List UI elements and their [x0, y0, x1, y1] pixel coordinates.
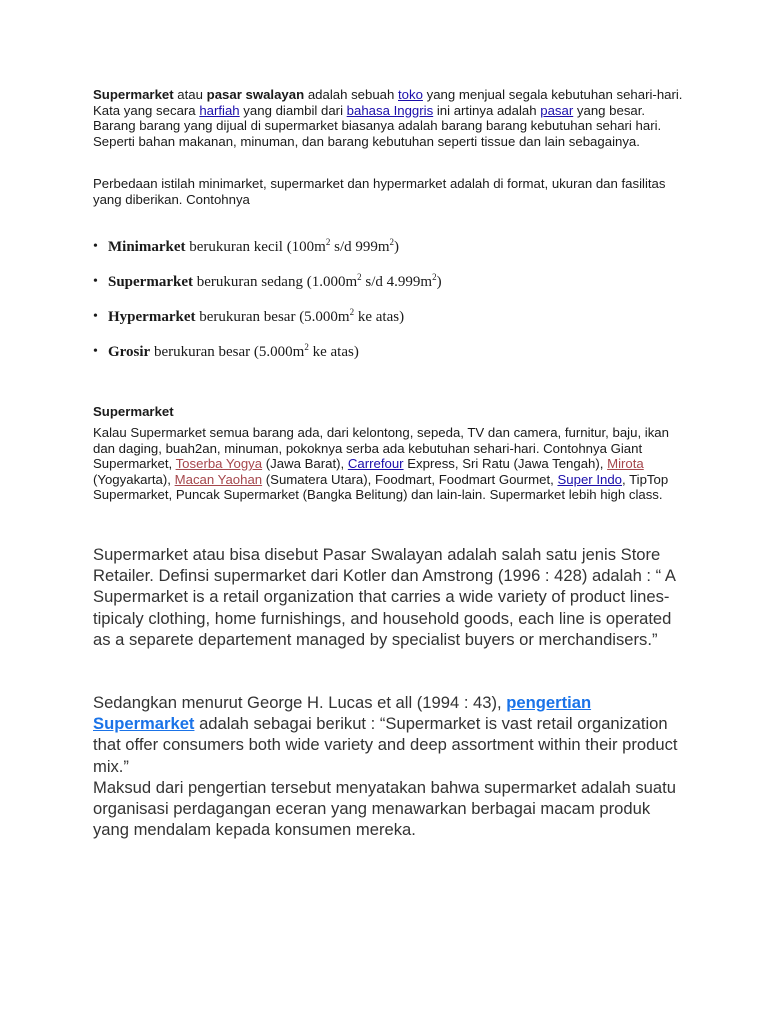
superscript: 2: [304, 342, 309, 352]
superscript: 2: [357, 272, 362, 282]
text: Sedangkan menurut George H. Lucas et all (1994 : 43),: [93, 693, 507, 712]
link-toserba-yogya[interactable]: Toserba Yogya: [175, 456, 263, 472]
bullet-icon: •: [93, 274, 98, 289]
superscript: 2: [349, 307, 355, 317]
text: yang menjual segala kebutuhan sehari-hari. Kata yang secara: [93, 87, 683, 118]
section-heading: Supermarket: [93, 404, 174, 419]
list-item: [93, 272, 653, 307]
item-text: berukuran sedang (1.000m: [193, 274, 358, 290]
link-super-indo[interactable]: Super Indo: [557, 471, 623, 487]
superscript: 2: [432, 272, 437, 282]
text: , TipTop Supermarket, Puncak Supermarket (Bangka Belitung) dan lain-lain. Supermarket lebih high class.: [93, 471, 669, 503]
item-title: Hypermarket: [108, 309, 196, 325]
item-text: berukuran kecil (100m: [185, 239, 326, 255]
kotler-paragraph: [93, 544, 683, 650]
list-item: [93, 307, 653, 342]
link-mirota[interactable]: Mirota: [607, 456, 644, 472]
item-text: ): [394, 239, 400, 255]
text: atau: [173, 87, 207, 102]
item-title: Grosir: [108, 344, 151, 360]
link-pasar[interactable]: pasar: [540, 102, 574, 118]
superscript: 2: [389, 237, 395, 247]
link-toko[interactable]: toko: [398, 87, 423, 102]
text: adalah sebuah: [304, 87, 399, 102]
item-text: s/d 999m: [330, 239, 390, 255]
term-pasar-swalayan: pasar swalayan: [206, 87, 305, 102]
store-size-list: [93, 237, 653, 377]
item-text: ): [436, 274, 442, 290]
term-supermarket: Supermarket: [93, 87, 174, 102]
lucas-paragraph: [93, 692, 683, 840]
item-text: berukuran besar (5.000m: [195, 309, 350, 325]
text: yang diambil dari: [239, 102, 347, 118]
link-harfiah[interactable]: harfiah: [199, 102, 240, 118]
text: (Sumatera Utara), Foodmart, Foodmart Gourmet,: [262, 471, 558, 487]
link-pengertian-supermarket[interactable]: pengertian Supermarket: [93, 693, 592, 734]
list-item: [93, 237, 653, 272]
text: adalah sebagai berikut : “Supermarket is vast retail organization that offer consumers both wide variety and deep assortment within their product mix.”: [93, 714, 678, 776]
bullet-icon: •: [93, 344, 98, 359]
link-macan-yaohan[interactable]: Macan Yaohan: [174, 471, 263, 487]
text: ini artinya adalah: [433, 102, 541, 118]
link-carrefour[interactable]: Carrefour: [347, 456, 404, 472]
item-text: berukuran besar (5.000m: [150, 344, 305, 360]
link-bahasa-inggris[interactable]: bahasa Inggris: [346, 102, 434, 118]
kotler-text: Supermarket atau bisa disebut Pasar Swalayan adalah salah satu jenis Store Retailer. Definsi supermarket dari Kotler dan Amstrong (1996 : 428) adalah : “ A Supermarket is a retail organization that carries a wide variety of product lines-tipicaly clothing, home furnishings, and household goods, each line is operated as a separete departement managed by specialist buyers or merchandisers.”: [93, 545, 676, 649]
item-title: Supermarket: [108, 274, 193, 290]
item-title: Minimarket: [108, 239, 186, 255]
superscript: 2: [325, 237, 331, 247]
difference-text: Perbedaan istilah minimarket, supermarket dan hypermarket adalah di format, ukuran dan fasilitas yang diberikan. Contohnya: [93, 176, 666, 207]
text: Express, Sri Ratu (Jawa Tengah),: [403, 456, 608, 472]
bullet-icon: •: [93, 309, 98, 324]
difference-paragraph: [93, 176, 683, 207]
text: Kalau Supermarket semua barang ada, dari kelontong, sepeda, TV dan camera, furnitur, baju, ikan dan daging, buah2an, minuman, pokoknya serba ada kebutuhan sehari-hari. Contohnya Giant Supermarket,: [93, 425, 669, 472]
section-paragraph: [93, 425, 683, 503]
intro-paragraph: [93, 87, 683, 149]
item-text: s/d 4.999m: [361, 274, 433, 290]
bullet-icon: •: [93, 239, 98, 254]
text: (Yogyakarta),: [93, 471, 175, 487]
list-item: [93, 342, 653, 377]
meaning-text: Maksud dari pengertian tersebut menyatakan bahwa supermarket adalah suatu organisasi perdagangan eceran yang menawarkan berbagai macam produk yang mendalam kepada konsumen mereka.: [93, 777, 676, 840]
text: (Jawa Barat),: [262, 456, 348, 472]
item-text: ke atas): [354, 309, 405, 325]
item-text: ke atas): [308, 344, 359, 360]
text: yang besar. Barang barang yang dijual di supermarket biasanya adalah barang barang kebutuhan sehari hari. Seperti bahan makanan, minuman, dan barang kebutuhan seperti tissue dan lain sebagainya.: [93, 102, 662, 149]
